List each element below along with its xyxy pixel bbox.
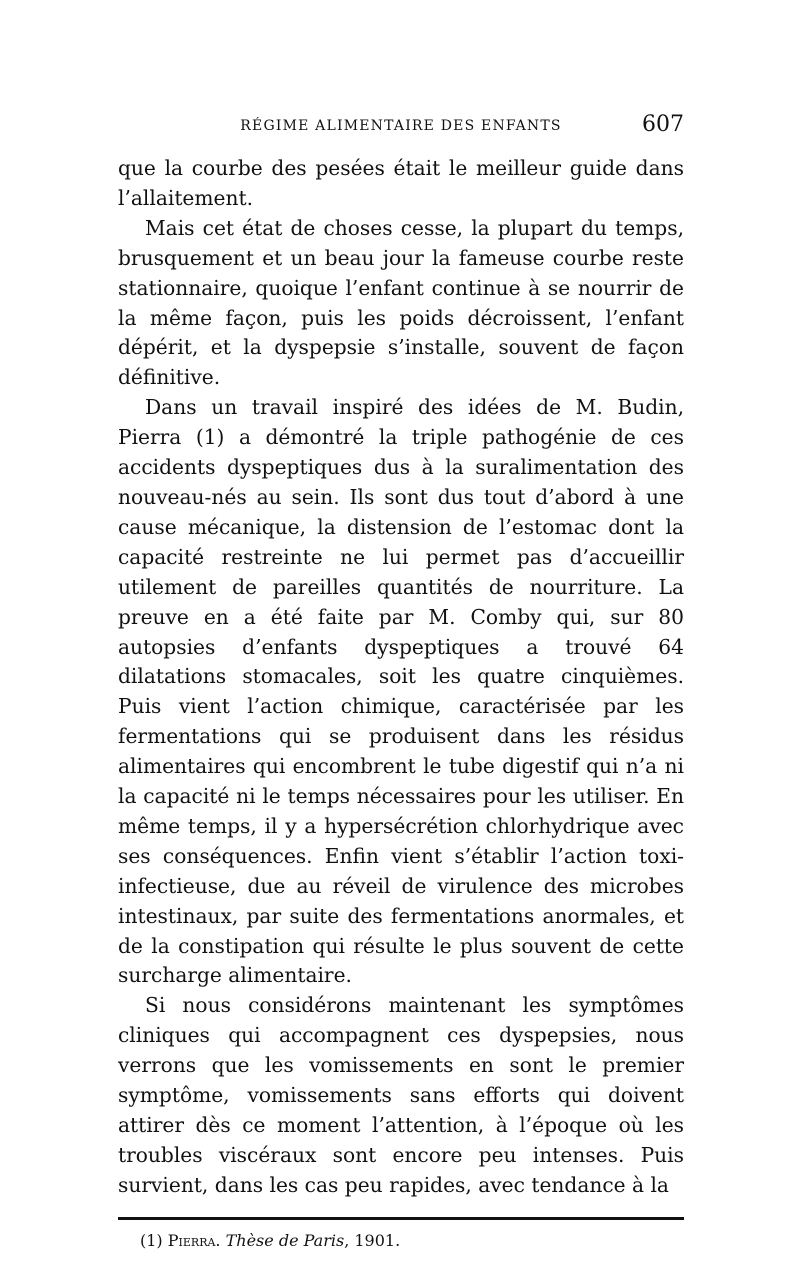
footnote bbox=[118, 1230, 684, 1252]
running-title: RÉGIME ALIMENTAIRE DES ENFANTS bbox=[240, 118, 562, 134]
footnote-author: Pierra. bbox=[167, 1230, 221, 1250]
footnote-marker: (1) bbox=[140, 1230, 163, 1250]
paragraph: Si nous considérons maintenant les symptômes cliniques qui accompagnent ces dyspepsies, nous verrons que les vomissements en sont le premier symptôme, vomissements sans efforts qui doivent attirer dès ce moment l’attention, à l’époque où les troubles viscéraux sont encore peu intenses. Puis survient, dans les cas peu rapides, avec tendance à la bbox=[118, 993, 684, 1197]
page-number: 607 bbox=[642, 112, 684, 137]
footnote-title: Thèse de Paris bbox=[225, 1230, 345, 1250]
paragraph-continuation: que la courbe des pesées était le meilleur guide dans l’allaitement. bbox=[118, 156, 684, 210]
body-text bbox=[118, 154, 684, 1201]
book-page bbox=[118, 112, 684, 1252]
running-header bbox=[118, 112, 684, 140]
footnote-year: , 1901. bbox=[344, 1230, 401, 1250]
footnote-divider bbox=[118, 1217, 684, 1220]
paragraph: Mais cet état de choses cesse, la plupart du temps, brusquement et un beau jour la fameuse courbe reste stationnaire, quoique l’enfant continue à se nourrir de la même façon, puis les poids décroissent, l’enfant dépérit, et la dyspepsie s’installe, souvent de façon définitive. bbox=[118, 215, 684, 390]
paragraph: Dans un travail inspiré des idées de M. Budin, Pierra (1) a démontré la triple pathogénie de ces accidents dyspeptiques dus à la suralimentation des nouveau-nés au sein. Ils sont dus tout d’abord à une cause mécanique, la distension de l’estomac dont la capacité restreinte ne lui permet pas d’accueillir utilement de pareilles quantités de nourriture. La preuve en a été faite par M. Comby qui, sur 80 autopsies d’enfants dyspeptiques a trouvé 64 dilatations stomacales, soit les quatre cinquièmes. Puis vient l’action chimique, caractérisée par les fermentations qui se produisent dans les résidus alimentaires qui encombrent le tube digestif qui n’a ni la capacité ni le temps nécessaires pour les utiliser. En même temps, il y a hypersécrétion chlorhydrique avec ses conséquences. Enfin vient s’établir l’action toxi-infectieuse, due au réveil de virulence des microbes intestinaux, par suite des fermentations anormales, et de la constipation qui résulte le plus souvent de cette surcharge alimentaire. bbox=[118, 395, 684, 988]
